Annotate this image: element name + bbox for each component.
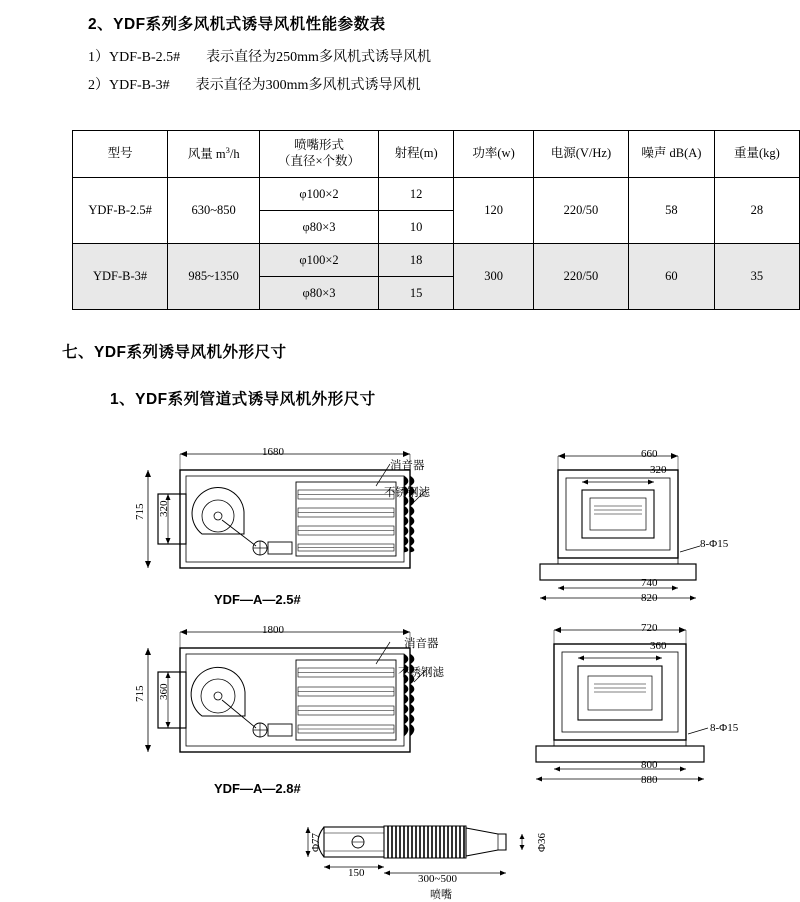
- header-flow-sup: 3: [225, 145, 230, 156]
- cell-flow: 630~850: [168, 178, 260, 244]
- unit2-front-inner-dim: 360: [650, 640, 667, 652]
- cell-power: 120: [454, 178, 533, 244]
- header-weight: 重量(kg): [714, 131, 799, 178]
- unit1-filter-label: 不锈钢滤: [384, 487, 430, 499]
- note-line-1: [88, 46, 431, 66]
- header-model: 型号: [73, 131, 168, 178]
- nozzle-total-length: 300~500: [418, 873, 457, 885]
- unit1-caption: YDF—A—2.5#: [214, 592, 301, 607]
- table-row: [73, 244, 800, 277]
- note-1-index: 1）: [88, 50, 109, 65]
- unit1-base-outer-dim: 820: [641, 592, 658, 604]
- note-2-index: 2）: [88, 78, 109, 93]
- cell-nozzle: φ80×3: [260, 277, 379, 310]
- unit2-length-dim: 1800: [262, 624, 284, 636]
- unit2-front-view: [520, 616, 750, 784]
- unit1-silencer-label: 消音器: [390, 460, 425, 472]
- unit1-base-inner-dim: 740: [641, 577, 658, 589]
- cell-model: YDF-B-3#: [73, 244, 168, 310]
- unit2-base-inner-dim: 800: [641, 759, 658, 771]
- unit1-length-dim: 1680: [262, 446, 284, 458]
- note-2-code: YDF-B-3#: [109, 78, 170, 93]
- table-header: [73, 131, 800, 178]
- header-range: 射程(m): [378, 131, 453, 178]
- unit1-front-view: [520, 442, 740, 602]
- unit2-height-dim: 715: [134, 685, 146, 702]
- unit2-front-width-dim: 720: [641, 622, 658, 634]
- cell-flow: 985~1350: [168, 244, 260, 310]
- cell-nozzle: φ80×3: [260, 211, 379, 244]
- cell-noise: 58: [629, 178, 715, 244]
- nozzle-left-length: 150: [348, 867, 365, 879]
- cell-model: YDF-B-2.5#: [73, 178, 168, 244]
- nozzle-caption: 喷嘴: [430, 889, 452, 901]
- nozzle-left-diameter: Φ77: [310, 832, 322, 852]
- header-flow-pre: 风量 m: [187, 147, 226, 162]
- header-supply: 电源(V/Hz): [533, 131, 628, 178]
- table-header-row: [73, 131, 800, 178]
- cell-power: 300: [454, 244, 533, 310]
- unit1-height-dim: 715: [134, 503, 146, 520]
- note-2-text: 表示直径为300mm多风机式诱导风机: [195, 78, 421, 93]
- cell-range: 12: [378, 178, 453, 211]
- table-row: [73, 178, 800, 211]
- header-flow: [168, 131, 260, 178]
- cell-weight: 35: [714, 244, 799, 310]
- cell-weight: 28: [714, 178, 799, 244]
- cell-supply: 220/50: [533, 178, 628, 244]
- unit2-caption: YDF—A—2.8#: [214, 781, 301, 796]
- note-line-2: [88, 74, 420, 94]
- header-flow-post: /h: [229, 147, 240, 162]
- section-7-1-heading: 1、YDF系列管道式诱导风机外形尺寸: [110, 391, 376, 408]
- nozzle-right-diameter: Φ36: [536, 832, 548, 852]
- header-nozzle-line1: 喷嘴形式: [294, 138, 345, 153]
- cell-nozzle: φ100×2: [260, 178, 379, 211]
- cell-range: 18: [378, 244, 453, 277]
- note-1-code: YDF-B-2.5#: [109, 50, 181, 65]
- unit1-hole-note: 8-Φ15: [700, 538, 729, 550]
- unit2-silencer-label: 消音器: [404, 638, 439, 650]
- unit1-front-inner-dim: 320: [650, 464, 667, 476]
- header-nozzle-line2: （直径×个数）: [278, 154, 361, 168]
- section-2-heading: 2、YDF系列多风机式诱导风机性能参数表: [88, 16, 386, 33]
- header-power: 功率(w): [454, 131, 533, 178]
- note-1-text: 表示直径为250mm多风机式诱导风机: [206, 50, 431, 65]
- header-nozzle: [260, 131, 379, 178]
- unit1-front-width-dim: 660: [641, 448, 658, 460]
- specification-table: [72, 130, 800, 310]
- unit2-filter-label: 不锈钢滤: [398, 667, 444, 679]
- cell-supply: 220/50: [533, 244, 628, 310]
- cell-range: 10: [378, 211, 453, 244]
- cell-range: 15: [378, 277, 453, 310]
- header-noise: 噪声 dB(A): [629, 131, 715, 178]
- section-7-heading: 七、YDF系列诱导风机外形尺寸: [62, 344, 287, 361]
- unit1-inlet-dim: 320: [158, 500, 170, 517]
- cell-noise: 60: [629, 244, 715, 310]
- cell-nozzle: φ100×2: [260, 244, 379, 277]
- unit2-base-outer-dim: 880: [641, 774, 658, 786]
- table-body: [73, 178, 800, 310]
- unit2-inlet-dim: 360: [158, 683, 170, 700]
- unit2-hole-note: 8-Φ15: [710, 722, 739, 734]
- drawings-area: [0, 420, 800, 899]
